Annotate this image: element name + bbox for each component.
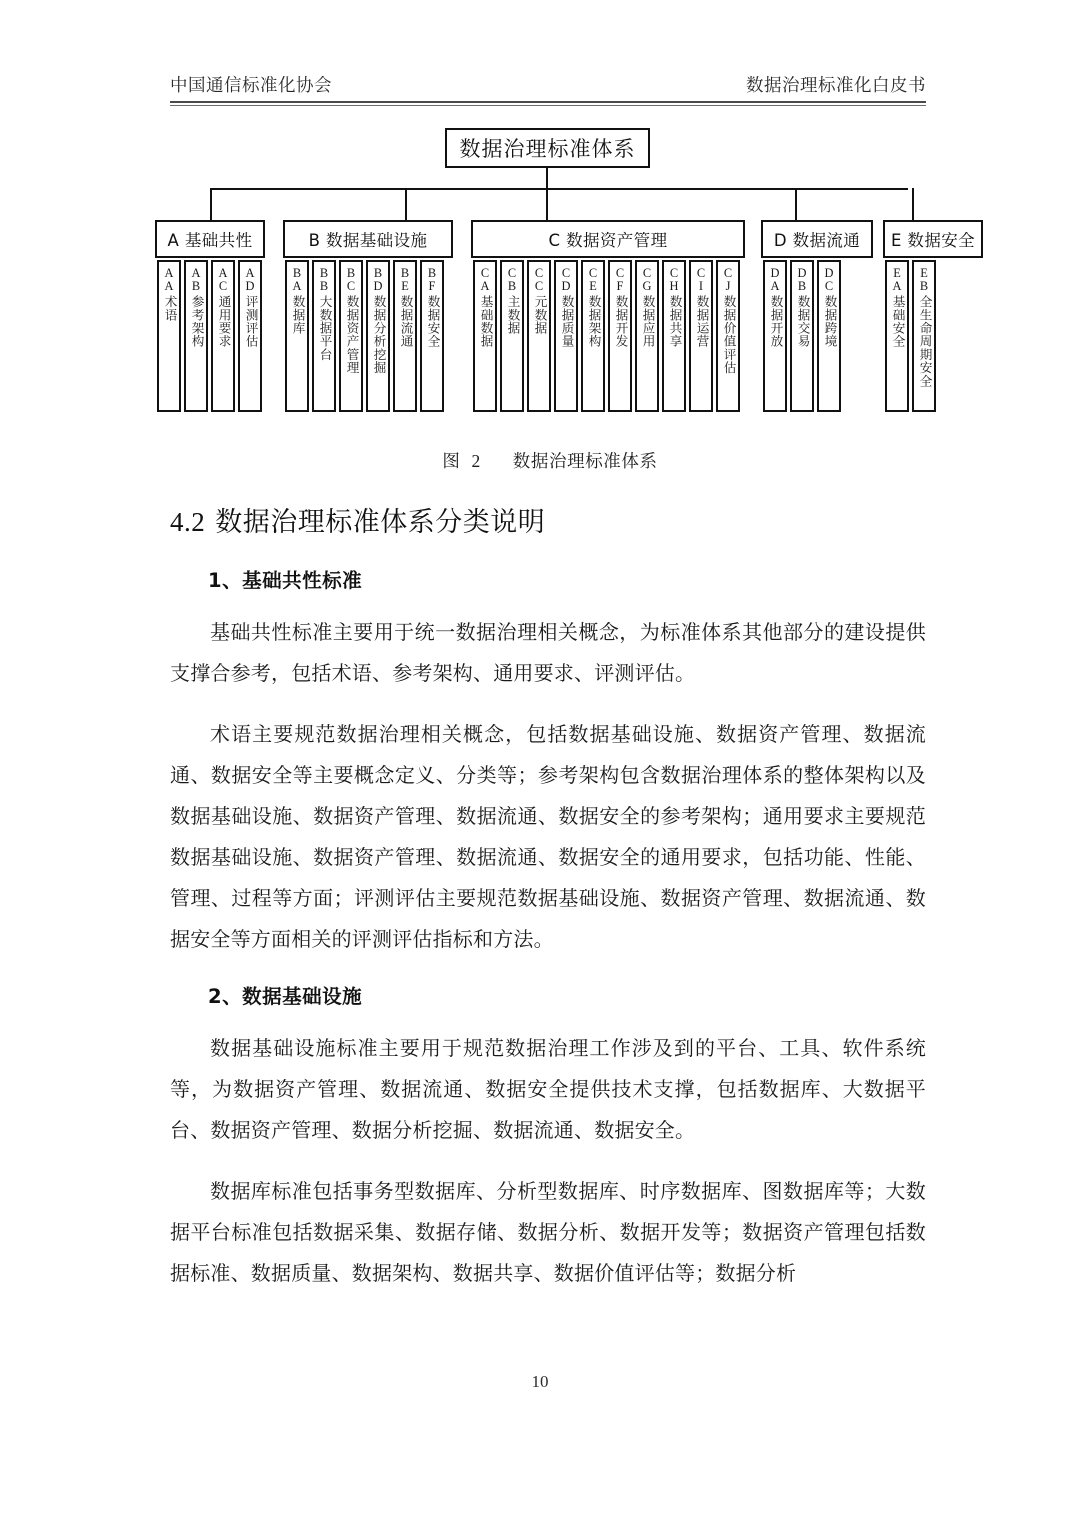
leaf-code: [798, 267, 807, 293]
leaf-code: [724, 267, 732, 293]
leaf-label: 数据开放: [768, 295, 783, 349]
leaf-code: [293, 267, 302, 293]
leaf-group-d: [763, 260, 841, 412]
leaf-box-be: [393, 260, 417, 412]
leaf-code-letter-2: B: [507, 279, 517, 294]
leaf-box-ba: [285, 260, 309, 412]
leaf-code-letter-1: D: [824, 266, 834, 280]
leaf-code-letter-2: I: [698, 279, 704, 294]
connector-horizontal-bus: [211, 188, 908, 190]
leaf-code-letter-1: B: [292, 266, 302, 280]
leaf-label: 数据流通: [398, 295, 413, 349]
leaf-label: 大数据平台: [317, 295, 332, 362]
leaf-code: [401, 267, 409, 293]
leaf-label: 数据库: [290, 295, 305, 336]
leaf-code-letter-2: B: [191, 279, 201, 294]
leaf-code-letter-1: B: [373, 266, 383, 280]
header-rule-thick: [170, 101, 926, 103]
leaf-code-letter-1: A: [245, 266, 255, 280]
leaf-code: [192, 267, 201, 293]
document-body: [170, 500, 926, 1295]
diagram-root-node: 数据治理标准体系: [445, 128, 650, 168]
leaf-box-da: [763, 260, 787, 412]
section-title-text: 数据治理标准体系分类说明: [215, 507, 546, 538]
leaf-box-ci: [689, 260, 713, 412]
leaf-code: [670, 267, 679, 293]
leaf-box-bb: [312, 260, 336, 412]
leaf-code-letter-1: A: [164, 266, 174, 280]
leaf-code: [347, 267, 355, 293]
leaf-code: [562, 267, 571, 293]
leaf-code-letter-2: D: [561, 279, 571, 294]
category-box-c: C 数据资产管理: [471, 220, 745, 258]
section-blocks: [170, 565, 926, 1295]
leaf-code: [320, 267, 328, 293]
leaf-code-letter-2: B: [319, 279, 329, 294]
subsection-title: 2、数据基础设施: [208, 985, 363, 1008]
leaf-code-letter-1: B: [427, 266, 437, 280]
leaf-code-letter-2: C: [346, 279, 356, 294]
header-document-title: 数据治理标准化白皮书: [746, 75, 926, 95]
leaf-box-cb: [500, 260, 524, 412]
leaf-code-letter-2: H: [669, 279, 679, 294]
category-box-b: B 数据基础设施: [283, 220, 453, 258]
connector-drop-a: [210, 188, 212, 220]
leaf-label: 基础安全: [890, 295, 905, 349]
leaf-code: [893, 267, 902, 293]
subsection-title: 1、基础共性标准: [208, 569, 363, 592]
leaf-box-db: [790, 260, 814, 412]
leaf-label: 数据交易: [795, 295, 810, 349]
leaf-code-letter-1: A: [191, 266, 201, 280]
leaf-group-c: [473, 260, 740, 412]
leaf-label: 评测评估: [243, 295, 258, 349]
body-paragraph: 数据基础设施标准主要用于规范数据治理工作涉及到的平台、工具、软件系统等，为数据资产管理、数据流通、数据安全提供技术支撑，包括数据库、大数据平台、数据资产管理、数据分析挖掘、数据流通、数据安全。: [170, 1038, 926, 1142]
leaf-code-letter-2: B: [919, 279, 929, 294]
leaf-box-ch: [662, 260, 686, 412]
leaf-code: [508, 267, 516, 293]
leaf-box-cc: [527, 260, 551, 412]
page-title: [170, 500, 926, 539]
leaf-code-letter-1: A: [218, 266, 228, 280]
leaf-code-letter-1: C: [561, 266, 571, 280]
section-number: 4.2: [170, 507, 206, 537]
leaf-code-letter-1: C: [534, 266, 544, 280]
leaf-label: 数据架构: [586, 295, 601, 349]
leaf-label: 数据质量: [559, 295, 574, 349]
leaf-code-letter-2: D: [373, 279, 383, 294]
connector-root-vertical: [546, 168, 548, 190]
leaf-code-letter-1: C: [669, 266, 679, 280]
leaf-code-letter-2: E: [401, 279, 409, 294]
leaf-label: 数据应用: [640, 295, 655, 349]
leaf-box-bd: [366, 260, 390, 412]
connector-drop-e: [912, 188, 914, 220]
figure-standard-system-diagram: [155, 128, 976, 428]
leaf-code-letter-1: C: [615, 266, 625, 280]
connector-drop-b: [405, 188, 407, 220]
page-header: [170, 72, 926, 97]
leaf-group-e: [885, 260, 936, 412]
leaf-group-a: [157, 260, 262, 412]
leaf-box-ca: [473, 260, 497, 412]
category-box-d: D 数据流通: [761, 220, 873, 258]
figure-caption: [155, 448, 945, 473]
leaf-code-letter-1: E: [893, 266, 901, 280]
leaf-code-letter-1: C: [588, 266, 598, 280]
figure-caption-number: 2: [471, 451, 481, 471]
leaf-code-letter-2: A: [770, 279, 780, 294]
leaf-code-letter-2: C: [824, 279, 834, 294]
connector-drop-c: [546, 188, 548, 220]
leaf-code: [535, 267, 543, 293]
leaf-label: 数据开发: [613, 295, 628, 349]
header-organization: 中国通信标准化协会: [170, 75, 332, 95]
leaf-code-letter-1: B: [400, 266, 410, 280]
leaf-box-bc: [339, 260, 363, 412]
leaf-code: [374, 267, 383, 293]
leaf-group-b: [285, 260, 444, 412]
leaf-code: [219, 267, 228, 293]
connector-drop-d: [795, 188, 797, 220]
leaf-code: [697, 267, 705, 293]
leaf-code: [428, 267, 436, 293]
leaf-box-bf: [420, 260, 444, 412]
leaf-label: 数据价值评估: [721, 295, 736, 375]
leaf-label: 参考架构: [189, 295, 204, 349]
leaf-label: 元数据: [532, 295, 547, 336]
leaf-code-letter-2: F: [616, 279, 624, 294]
leaf-code-letter-1: C: [480, 266, 490, 280]
leaf-code-letter-2: A: [892, 279, 902, 294]
leaf-box-ad: [238, 260, 262, 412]
body-paragraph: 术语主要规范数据治理相关概念，包括数据基础设施、数据资产管理、数据流通、数据安全等主要概念定义、分类等；参考架构包含数据治理体系的整体架构以及数据基础设施、数据资产管理、数据流通、数据安全的参考架构；通用要求主要规范数据基础设施、数据资产管理、数据流通、数据安全的通用要求，包括功能、性能、管理、过程等方面；评测评估主要规范数据基础设施、数据资产管理、数据流通、数据安全等方面相关的评测评估指标和方法。: [170, 724, 926, 951]
leaf-code-letter-2: C: [218, 279, 228, 294]
leaf-code-letter-2: E: [589, 279, 597, 294]
figure-caption-text: 数据治理标准体系: [512, 451, 658, 471]
body-paragraph: 基础共性标准主要用于统一数据治理相关概念，为标准体系其他部分的建设提供支撑合参考，包括术语、参考架构、通用要求、评测评估。: [170, 622, 926, 685]
category-box-e: E 数据安全: [883, 220, 983, 258]
leaf-code-letter-2: B: [797, 279, 807, 294]
leaf-code-letter-1: B: [319, 266, 329, 280]
leaf-box-ac: [211, 260, 235, 412]
leaf-code-letter-2: C: [534, 279, 544, 294]
leaf-code-letter-2: F: [428, 279, 436, 294]
leaf-code: [246, 267, 255, 293]
leaf-label: 数据共享: [667, 295, 682, 349]
leaf-code-letter-1: D: [770, 266, 780, 280]
leaf-code-letter-2: G: [642, 279, 652, 294]
leaf-box-aa: [157, 260, 181, 412]
page-number: 10: [531, 1372, 549, 1391]
leaf-box-ea: [885, 260, 909, 412]
leaf-label: 数据跨境: [822, 295, 837, 349]
leaf-box-cg: [635, 260, 659, 412]
leaf-label: 术语: [162, 295, 177, 322]
category-box-a: A 基础共性: [155, 220, 265, 258]
leaf-code: [643, 267, 652, 293]
leaf-code-letter-2: D: [245, 279, 255, 294]
leaf-code-letter-1: D: [797, 266, 807, 280]
leaf-code-letter-1: E: [920, 266, 928, 280]
leaf-label: 数据安全: [425, 295, 440, 349]
leaf-code-letter-1: B: [346, 266, 356, 280]
leaf-box-ce: [581, 260, 605, 412]
leaf-label: 数据运营: [694, 295, 709, 349]
figure-caption-label: 图: [442, 451, 461, 471]
leaf-label: 通用要求: [216, 295, 231, 349]
body-paragraph: 数据库标准包括事务型数据库、分析型数据库、时序数据库、图数据库等；大数据平台标准包括数据采集、数据存储、数据分析、数据开发等；数据资产管理包括数据标准、数据质量、数据架构、数据共享、数据价值评估等；数据分析: [170, 1181, 926, 1285]
leaf-box-cf: [608, 260, 632, 412]
leaf-code: [616, 267, 624, 293]
leaf-label: 数据分析挖掘: [371, 295, 386, 375]
leaf-code: [165, 267, 174, 293]
leaf-box-cj: [716, 260, 740, 412]
leaf-label: 主数据: [505, 295, 520, 336]
leaf-box-ab: [184, 260, 208, 412]
leaf-code-letter-1: C: [723, 266, 733, 280]
leaf-code-letter-1: C: [642, 266, 652, 280]
leaf-code-letter-1: C: [696, 266, 706, 280]
leaf-code-letter-2: A: [292, 279, 302, 294]
leaf-code: [825, 267, 834, 293]
leaf-code: [481, 267, 490, 293]
leaf-box-dc: [817, 260, 841, 412]
leaf-code: [589, 267, 597, 293]
leaf-code-letter-1: C: [507, 266, 517, 280]
leaf-box-eb: [912, 260, 936, 412]
diagram-leaf-row: [155, 260, 945, 412]
leaf-code-letter-2: J: [725, 279, 731, 294]
leaf-code-letter-2: A: [480, 279, 490, 294]
leaf-code: [771, 267, 780, 293]
leaf-label: 基础数据: [478, 295, 493, 349]
leaf-code-letter-2: A: [164, 279, 174, 294]
leaf-label: 全生命周期安全: [917, 295, 932, 388]
leaf-code: [920, 267, 928, 293]
diagram-category-row: [155, 220, 976, 258]
leaf-label: 数据资产管理: [344, 295, 359, 375]
leaf-box-cd: [554, 260, 578, 412]
header-rule-thin: [170, 105, 926, 106]
